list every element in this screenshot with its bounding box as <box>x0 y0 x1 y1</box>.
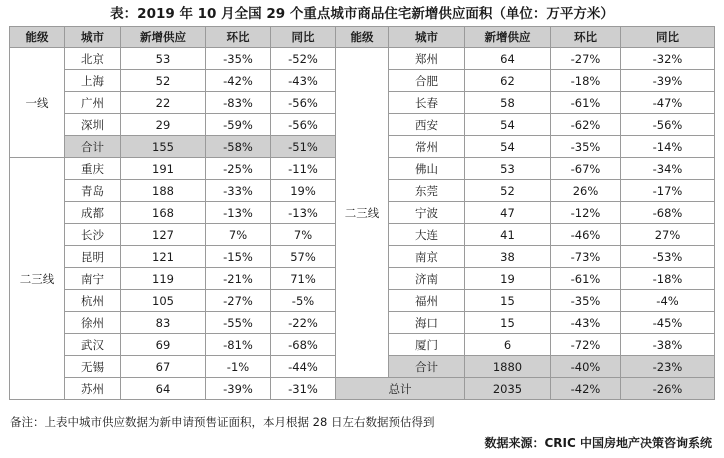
city-cell: 广州 <box>65 92 121 114</box>
yoy-cell: 27% <box>621 224 715 246</box>
mom-cell: -43% <box>551 312 621 334</box>
supply-cell: 58 <box>465 92 551 114</box>
city-cell: 长春 <box>389 92 465 114</box>
header-cell: 城市 <box>65 27 121 48</box>
yoy-cell: -56% <box>271 114 336 136</box>
mom-cell: -27% <box>206 290 271 312</box>
supply-cell: 62 <box>465 70 551 92</box>
mom-cell: -58% <box>206 136 271 158</box>
supply-cell: 38 <box>465 246 551 268</box>
city-cell: 成都 <box>65 202 121 224</box>
yoy-cell: -45% <box>621 312 715 334</box>
supply-cell: 47 <box>465 202 551 224</box>
supply-cell: 119 <box>121 268 206 290</box>
supply-cell: 15 <box>465 290 551 312</box>
supply-cell: 29 <box>121 114 206 136</box>
city-cell: 苏州 <box>65 378 121 400</box>
city-cell: 南京 <box>389 246 465 268</box>
mom-cell: -55% <box>206 312 271 334</box>
mom-cell: 7% <box>206 224 271 246</box>
yoy-cell: -51% <box>271 136 336 158</box>
yoy-cell: -5% <box>271 290 336 312</box>
supply-cell: 188 <box>121 180 206 202</box>
header-cell: 新增供应 <box>465 27 551 48</box>
header-cell: 城市 <box>389 27 465 48</box>
mom-cell: -25% <box>206 158 271 180</box>
mom-cell: -39% <box>206 378 271 400</box>
supply-cell: 121 <box>121 246 206 268</box>
city-cell: 郑州 <box>389 48 465 70</box>
yoy-cell: -53% <box>621 246 715 268</box>
city-cell: 合计 <box>389 356 465 378</box>
supply-table <box>9 26 715 400</box>
table-row <box>10 48 715 70</box>
supply-cell: 64 <box>121 378 206 400</box>
city-cell: 西安 <box>389 114 465 136</box>
yoy-cell: -23% <box>621 356 715 378</box>
header-row <box>10 27 715 48</box>
supply-cell: 127 <box>121 224 206 246</box>
header-cell: 环比 <box>206 27 271 48</box>
city-cell: 无锡 <box>65 356 121 378</box>
supply-cell: 168 <box>121 202 206 224</box>
header-cell: 能级 <box>10 27 65 48</box>
yoy-cell: -32% <box>621 48 715 70</box>
mom-cell: -27% <box>551 48 621 70</box>
city-cell: 杭州 <box>65 290 121 312</box>
supply-cell: 54 <box>465 114 551 136</box>
yoy-cell: -4% <box>621 290 715 312</box>
supply-cell: 67 <box>121 356 206 378</box>
supply-cell: 19 <box>465 268 551 290</box>
mom-cell: -40% <box>551 356 621 378</box>
mom-cell: 26% <box>551 180 621 202</box>
yoy-cell: -56% <box>271 92 336 114</box>
city-cell: 福州 <box>389 290 465 312</box>
supply-cell: 53 <box>465 158 551 180</box>
supply-cell: 64 <box>465 48 551 70</box>
total-yoy-cell: -26% <box>621 378 715 400</box>
supply-cell: 52 <box>465 180 551 202</box>
supply-cell: 1880 <box>465 356 551 378</box>
city-cell: 济南 <box>389 268 465 290</box>
supply-cell: 15 <box>465 312 551 334</box>
total-supply-cell: 2035 <box>465 378 551 400</box>
mom-cell: -35% <box>206 48 271 70</box>
yoy-cell: -13% <box>271 202 336 224</box>
city-cell: 长沙 <box>65 224 121 246</box>
total-mom-cell: -42% <box>551 378 621 400</box>
mom-cell: -72% <box>551 334 621 356</box>
mom-cell: -62% <box>551 114 621 136</box>
city-cell: 武汉 <box>65 334 121 356</box>
supply-cell: 83 <box>121 312 206 334</box>
yoy-cell: 7% <box>271 224 336 246</box>
mom-cell: -73% <box>551 246 621 268</box>
mom-cell: -59% <box>206 114 271 136</box>
supply-cell: 105 <box>121 290 206 312</box>
tier-label-tier23: 二三线 <box>10 158 65 400</box>
mom-cell: -15% <box>206 246 271 268</box>
yoy-cell: -11% <box>271 158 336 180</box>
yoy-cell: -47% <box>621 92 715 114</box>
yoy-cell: 57% <box>271 246 336 268</box>
mom-cell: -21% <box>206 268 271 290</box>
supply-cell: 22 <box>121 92 206 114</box>
tier-label-right: 二三线 <box>336 48 389 378</box>
city-cell: 佛山 <box>389 158 465 180</box>
supply-cell: 6 <box>465 334 551 356</box>
header-cell: 同比 <box>621 27 715 48</box>
supply-cell: 155 <box>121 136 206 158</box>
yoy-cell: -68% <box>271 334 336 356</box>
city-cell: 上海 <box>65 70 121 92</box>
yoy-cell: -34% <box>621 158 715 180</box>
data-source: 数据来源：CRIC 中国房地产决策咨询系统 <box>484 436 712 450</box>
header-cell: 新增供应 <box>121 27 206 48</box>
yoy-cell: -18% <box>621 268 715 290</box>
yoy-cell: -52% <box>271 48 336 70</box>
mom-cell: -33% <box>206 180 271 202</box>
city-cell: 宁波 <box>389 202 465 224</box>
yoy-cell: -44% <box>271 356 336 378</box>
city-cell: 海口 <box>389 312 465 334</box>
tier-label-tier1: 一线 <box>10 48 65 158</box>
city-cell: 南宁 <box>65 268 121 290</box>
city-cell: 东莞 <box>389 180 465 202</box>
yoy-cell: -68% <box>621 202 715 224</box>
header-cell: 同比 <box>271 27 336 48</box>
city-cell: 合计 <box>65 136 121 158</box>
city-cell: 厦门 <box>389 334 465 356</box>
yoy-cell: 71% <box>271 268 336 290</box>
mom-cell: -46% <box>551 224 621 246</box>
supply-cell: 53 <box>121 48 206 70</box>
mom-cell: -81% <box>206 334 271 356</box>
city-cell: 常州 <box>389 136 465 158</box>
city-cell: 深圳 <box>65 114 121 136</box>
footnote: 备注：上表中城市供应数据为新申请预售证面积，本月根据 28 日左右数据预估得到 <box>10 415 435 429</box>
supply-cell: 191 <box>121 158 206 180</box>
mom-cell: -12% <box>551 202 621 224</box>
total-label: 总计 <box>336 378 465 400</box>
city-cell: 大连 <box>389 224 465 246</box>
yoy-cell: -31% <box>271 378 336 400</box>
city-cell: 北京 <box>65 48 121 70</box>
yoy-cell: -22% <box>271 312 336 334</box>
mom-cell: -67% <box>551 158 621 180</box>
supply-cell: 54 <box>465 136 551 158</box>
yoy-cell: -38% <box>621 334 715 356</box>
city-cell: 昆明 <box>65 246 121 268</box>
yoy-cell: -43% <box>271 70 336 92</box>
mom-cell: -61% <box>551 268 621 290</box>
mom-cell: -83% <box>206 92 271 114</box>
supply-cell: 69 <box>121 334 206 356</box>
header-cell: 环比 <box>551 27 621 48</box>
yoy-cell: -39% <box>621 70 715 92</box>
mom-cell: -1% <box>206 356 271 378</box>
supply-cell: 41 <box>465 224 551 246</box>
yoy-cell: 19% <box>271 180 336 202</box>
table-row <box>10 378 715 400</box>
city-cell: 重庆 <box>65 158 121 180</box>
mom-cell: -35% <box>551 136 621 158</box>
city-cell: 青岛 <box>65 180 121 202</box>
yoy-cell: -56% <box>621 114 715 136</box>
mom-cell: -13% <box>206 202 271 224</box>
city-cell: 徐州 <box>65 312 121 334</box>
supply-cell: 52 <box>121 70 206 92</box>
yoy-cell: -17% <box>621 180 715 202</box>
header-cell: 能级 <box>336 27 389 48</box>
mom-cell: -61% <box>551 92 621 114</box>
mom-cell: -35% <box>551 290 621 312</box>
mom-cell: -42% <box>206 70 271 92</box>
city-cell: 合肥 <box>389 70 465 92</box>
yoy-cell: -14% <box>621 136 715 158</box>
mom-cell: -18% <box>551 70 621 92</box>
table-title: 表：2019 年 10 月全国 29 个重点城市商品住宅新增供应面积（单位：万平方米） <box>110 6 614 22</box>
